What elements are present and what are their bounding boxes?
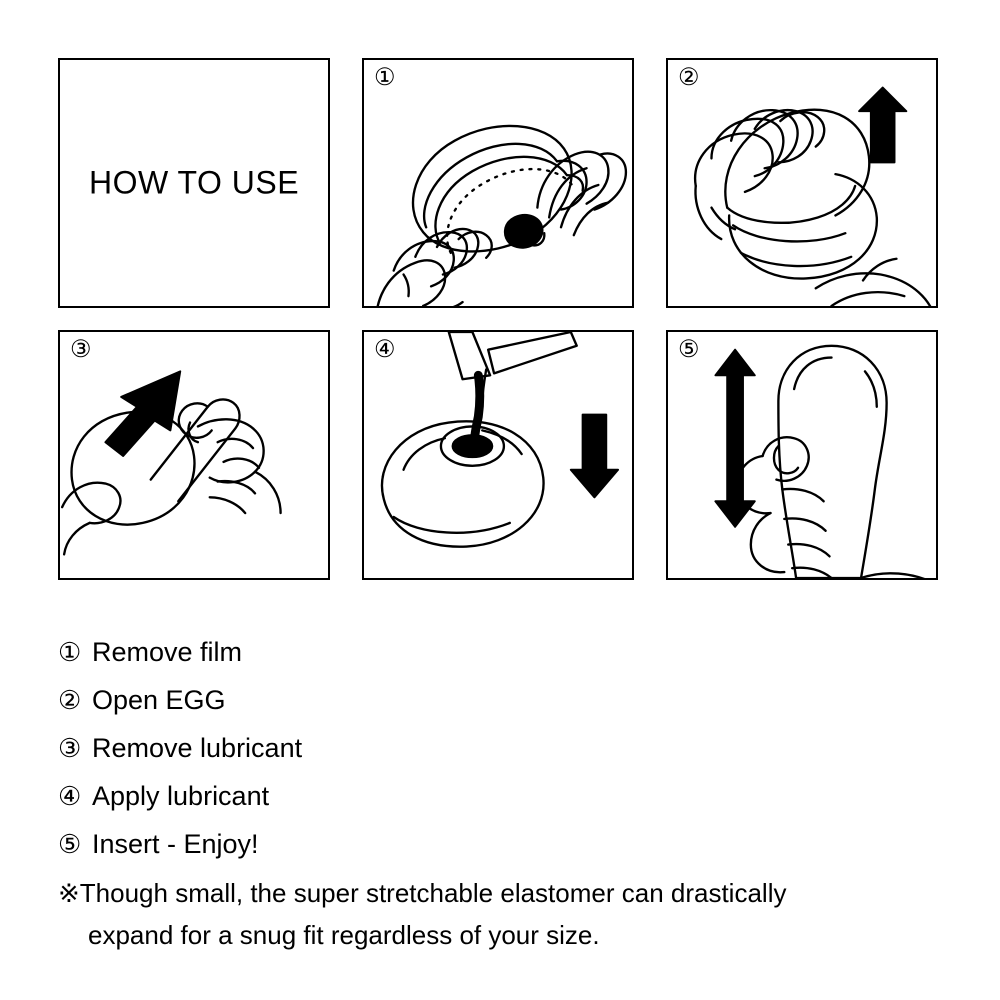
page-title: HOW TO USE: [88, 164, 300, 201]
panel-step-1: [362, 58, 634, 308]
panel-step-3: [58, 330, 330, 580]
step-marker: ①: [58, 637, 82, 667]
panel-number-5: ⑤: [678, 336, 700, 363]
list-item: [58, 628, 958, 676]
panel-number-1: ①: [374, 64, 396, 91]
steps-list: [58, 628, 958, 868]
step-marker: ②: [58, 685, 82, 715]
panel-step-5: [666, 330, 938, 580]
step-text: Apply lubricant: [92, 781, 270, 811]
list-item: [58, 820, 958, 868]
footnote-marker: ※: [58, 878, 80, 908]
step-marker: ⑤: [58, 829, 82, 859]
step-text: Remove film: [92, 637, 243, 667]
step-marker: ③: [58, 733, 82, 763]
panel-number-2: ②: [678, 64, 700, 91]
panel-step-2: [666, 58, 938, 308]
illustration-open-egg: [668, 60, 936, 306]
illustration-remove-film: [364, 60, 632, 306]
step-marker: ④: [58, 781, 82, 811]
panel-how-to-use: [58, 58, 330, 308]
footnote-line-1: Though small, the super stretchable elastomer can drastically: [79, 878, 787, 908]
list-item: [58, 724, 958, 772]
panel-number-4: ④: [374, 336, 396, 363]
step-text: Remove lubricant: [92, 733, 303, 763]
list-item: [58, 772, 958, 820]
footnote: [58, 872, 958, 956]
panel-step-4: [362, 330, 634, 580]
list-item: [58, 676, 958, 724]
footnote-line-2: expand for a snug fit regardless of your size.: [88, 920, 600, 950]
panel-number-3: ③: [70, 336, 92, 363]
illustration-apply-lubricant: [364, 332, 632, 578]
illustration-remove-lubricant: [60, 332, 328, 578]
illustration-insert-enjoy: [668, 332, 936, 578]
step-text: Insert - Enjoy!: [92, 829, 259, 859]
step-text: Open EGG: [92, 685, 226, 715]
panel-grid: [58, 58, 938, 580]
